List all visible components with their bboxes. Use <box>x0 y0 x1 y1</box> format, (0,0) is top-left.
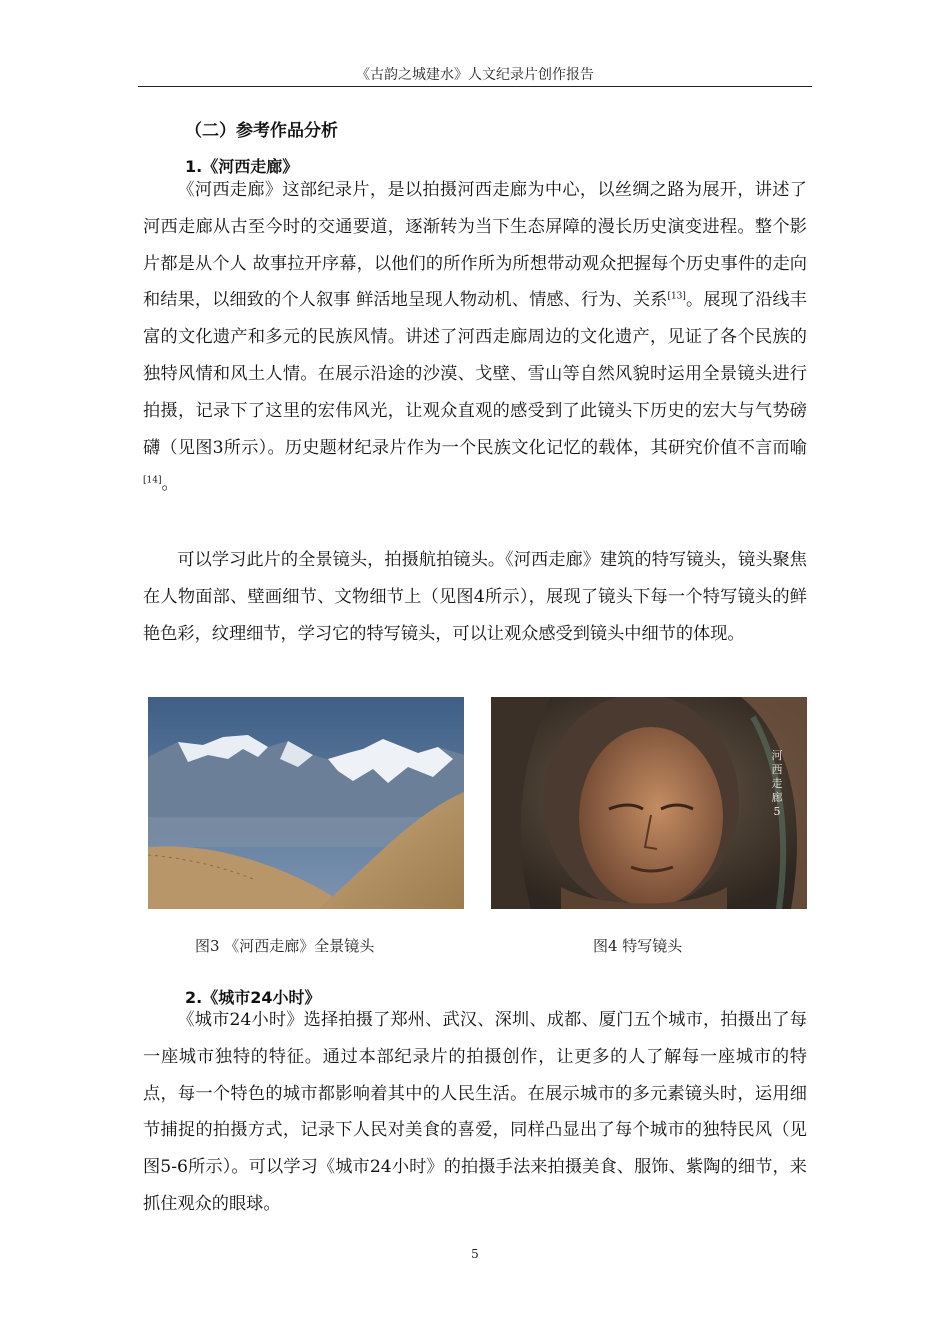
work2-title: 2.《城市24小时》 <box>185 988 321 1007</box>
work1-paragraph-1 <box>143 172 807 503</box>
work2-paragraph-1: 《城市24小时》选择拍摄了郑州、武汉、深圳、成都、厦门五个城市，拍摄出了每一座城市独特的特征。通过本部纪录片的拍摄创作，让更多的人了解每一座城市的特点，每一个特色的城市都影响着其中的人民生活。在展示城市的多元素镜头时，运用细节捕捉的拍摄方式，记录下人民对美食的喜爱，同样凸显出了每个城市的独特民风（见图5-6所示）。可以学习《城市24小时》的拍摄手法来拍摄美食、服饰、紫陶的细节，来抓住观众的眼球。 <box>143 1010 807 1214</box>
overlay-char: 5 <box>773 805 781 818</box>
overlay-char: 河 <box>771 749 783 762</box>
figure-3-caption: 图3 《河西走廊》全景镜头 <box>195 937 375 955</box>
work1-title: 1.《河西走廊》 <box>185 157 299 176</box>
running-header: 《古韵之城建水》人文纪录片创作报告 <box>356 67 594 83</box>
figure-4-vertical-title <box>769 749 785 819</box>
citation-14: [14] <box>143 475 162 486</box>
overlay-char: 走 <box>771 777 783 790</box>
work1-p1-text-a: 《河西走廊》这部纪录片，是以拍摄河西走廊为中心，以丝绸之路为展开，讲述了河西走廊从古至今时的交通要道，逐渐转为当下生态屏障的漫长历史演变进程。整个影片都是从个人 故事拉开序幕，以他们的所作所为所想带动观众把握每个历史事件的走向和结果，以细致的个人叙事 鲜活地呈现人物动机、情感、行为、关系 <box>143 180 807 311</box>
work1-p1-text-b: 。展现了沿线丰富的文化遗产和多元的民族风情。讲述了河西走廊周边的文化遗产，见证了各个民族的独特风情和风土人情。在展示沿途的沙漠、戈壁、雪山等自然风貌时运用全景镜头进行拍摄，记录下了这里的宏伟风光，让观众直观的感受到了此镜头下历史的宏大与气势磅礴（见图3所示）。历史题材纪录片作为一个民族文化记忆的载体，其研究价值不言而喻 <box>143 290 807 458</box>
overlay-char: 西 <box>771 763 783 776</box>
header-rule <box>138 86 812 87</box>
citation-13: [13] <box>667 291 686 302</box>
figure-4-caption: 图4 特写镜头 <box>593 937 683 955</box>
work1-p1-text-c: 。 <box>161 474 179 495</box>
figure-4-image <box>491 697 807 909</box>
figure-3-image <box>148 697 464 909</box>
work1-paragraph-2: 可以学习此片的全景镜头，拍摄航拍镜头。《河西走廊》建筑的特写镜头，镜头聚焦在人物面部、壁画细节、文物细节上（见图4所示），展现了镜头下每一个特写镜头的鲜艳色彩，纹理细节，学习它的特写镜头，可以让观众感受到镜头中细节的体现。 <box>143 550 807 644</box>
overlay-char: 廊 <box>771 791 783 804</box>
page-number: 5 <box>471 1247 479 1261</box>
section-heading: （二）参考作品分析 <box>185 121 338 141</box>
